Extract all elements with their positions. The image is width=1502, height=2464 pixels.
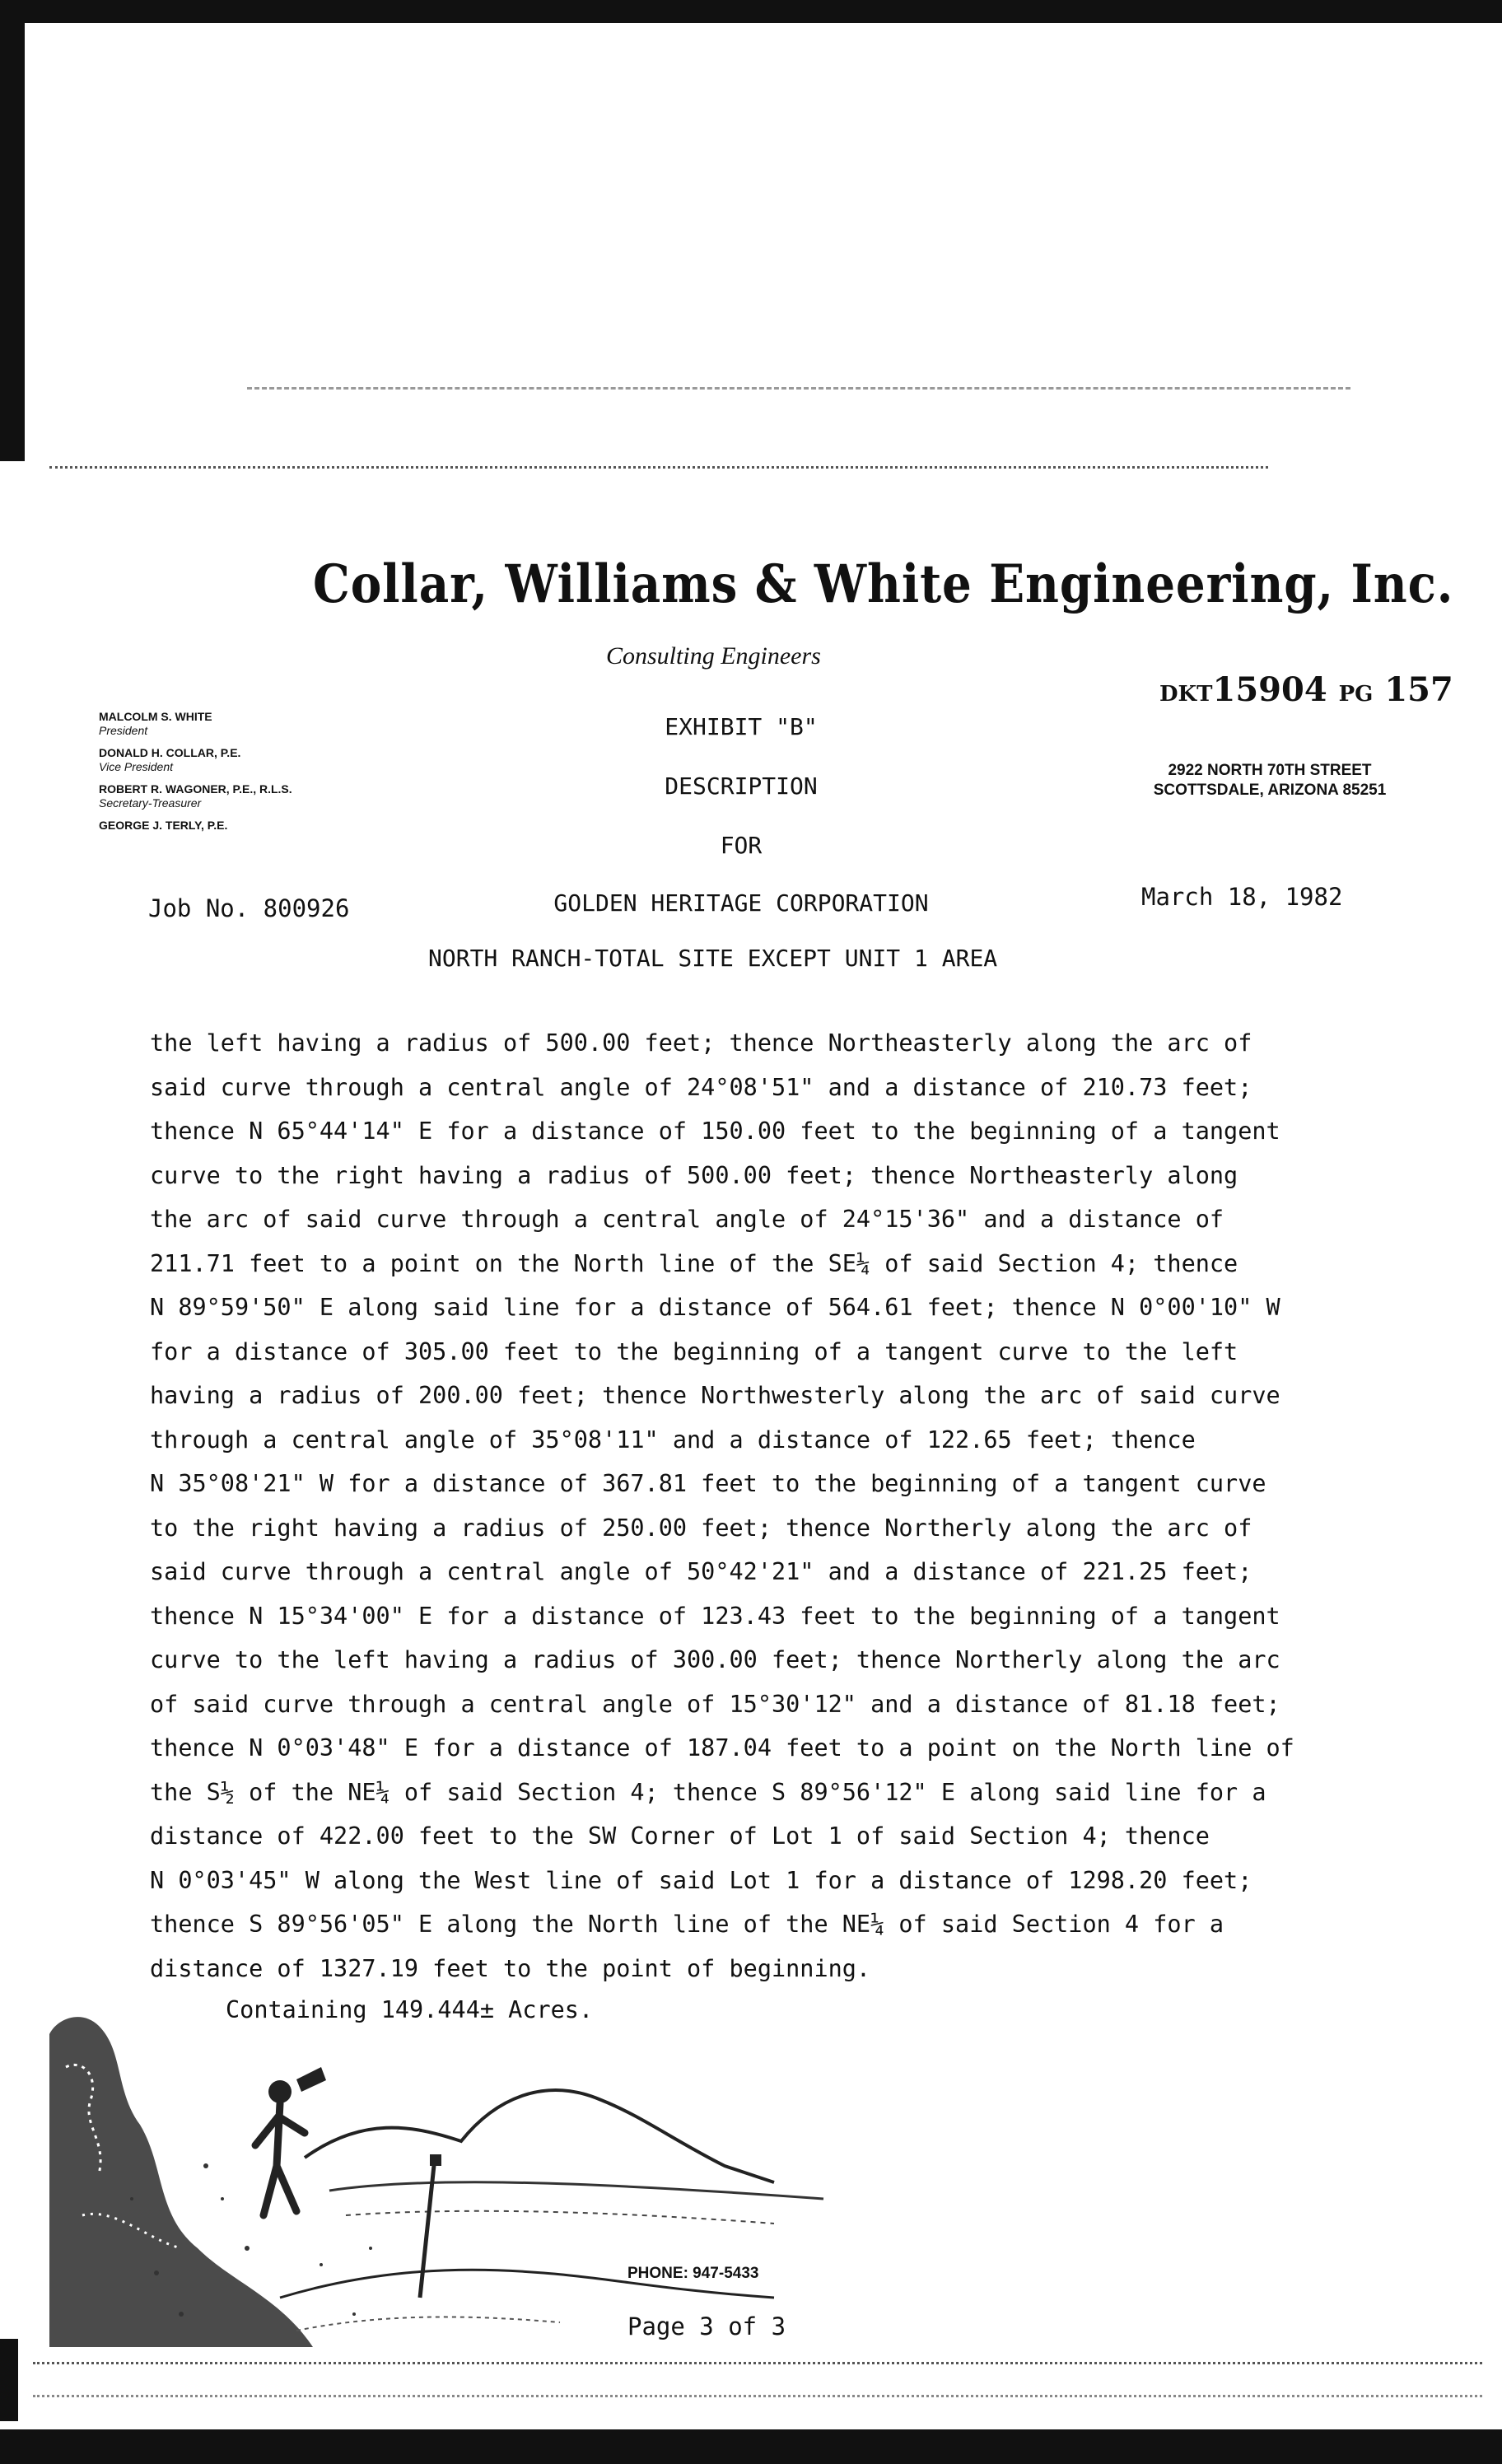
officer-list <box>99 710 379 841</box>
officer-entry <box>99 746 379 774</box>
description-line: curve to the right having a radius of 500.00 feet; thence Northeasterly along <box>150 1161 1238 1189</box>
site-title: NORTH RANCH-TOTAL SITE EXCEPT UNIT 1 AREA <box>428 945 998 972</box>
company-tagline: Consulting Engineers <box>606 642 821 670</box>
officer-name: MALCOLM S. WHITE <box>99 710 212 723</box>
address-line-1: 2922 NORTH 70TH STREET <box>1168 762 1372 779</box>
scan-left-edge-bottom <box>0 2339 18 2421</box>
description-line: distance of 422.00 feet to the SW Corner of Lot 1 of said Section 4; thence <box>150 1822 1210 1850</box>
document-date: March 18, 1982 <box>1141 883 1343 911</box>
description-line: the S½ of the NE¼ of said Section 4; thence S 89°56'12" E along said line for a <box>150 1778 1266 1806</box>
description-line: for a distance of 305.00 feet to the beginning of a tangent curve to the left <box>150 1337 1238 1365</box>
description-line: the left having a radius of 500.00 feet; thence Northeasterly along the arc of <box>150 1029 1252 1057</box>
description-line: thence N 65°44'14" E for a distance of 150.00 feet to the beginning of a tangent <box>150 1118 1280 1145</box>
officer-name: DONALD H. COLLAR, P.E. <box>99 746 241 759</box>
acreage-total: Containing 149.444± Acres. <box>226 1996 594 2023</box>
officer-title: Secretary-Treasurer <box>99 796 202 810</box>
description-line: of said curve through a central angle of 15°30'12" and a distance of 81.18 feet; <box>150 1690 1280 1718</box>
officer-name: ROBERT R. WAGONER, P.E., R.L.S. <box>99 782 292 796</box>
for-label: FOR <box>720 832 763 859</box>
legal-description <box>150 1021 1402 1990</box>
page-number: 157 <box>1384 670 1453 709</box>
description-line: 211.71 feet to a point on the North line of the SE¼ of said Section 4; thence <box>150 1249 1238 1277</box>
page-label: PG <box>1338 682 1374 707</box>
officer-entry <box>99 710 379 738</box>
officer-name: GEORGE J. TERLY, P.E. <box>99 819 228 832</box>
scan-top-edge <box>0 0 1502 23</box>
scan-noise-line-bottom <box>33 2395 1482 2397</box>
page-indicator: Page 3 of 3 <box>627 2312 786 2340</box>
description-line: thence S 89°56'05" E along the North line of the NE¼ of said Section 4 for a <box>150 1911 1224 1938</box>
scan-bottom-edge <box>0 2429 1502 2464</box>
description-line: the arc of said curve through a central angle of 24°15'36" and a distance of <box>150 1206 1224 1233</box>
officer-title: Vice President <box>99 760 174 773</box>
exhibit-label: EXHIBIT "B" <box>665 713 818 740</box>
description-line: to the right having a radius of 250.00 feet; thence Northerly along the arc of <box>150 1514 1252 1542</box>
officer-title: President <box>99 724 148 737</box>
officer-entry <box>99 819 379 833</box>
description-line: through a central angle of 35°08'11" and a distance of 122.65 feet; thence <box>150 1426 1196 1454</box>
address-line-2: SCOTTSDALE, ARIZONA 85251 <box>1153 782 1387 799</box>
description-label: DESCRIPTION <box>665 772 818 800</box>
description-line: said curve through a central angle of 50°42'21" and a distance of 221.25 feet; <box>150 1558 1252 1585</box>
docket-number: 15904 <box>1212 670 1327 709</box>
job-number: Job No. 800926 <box>148 894 350 922</box>
description-line: having a radius of 200.00 feet; thence Northwesterly along the arc of said curve <box>150 1382 1280 1409</box>
description-line: distance of 1327.19 feet to the point of beginning. <box>150 1954 871 1982</box>
fold-line-top <box>49 466 1268 469</box>
description-line: curve to the left having a radius of 300.00 feet; thence Northerly along the arc <box>150 1646 1280 1673</box>
description-line: N 89°59'50" E along said line for a distance of 564.61 feet; thence N 0°00'10" W <box>150 1294 1280 1321</box>
client-name: GOLDEN HERITAGE CORPORATION <box>553 889 929 917</box>
officer-entry <box>99 782 379 810</box>
scan-noise-line <box>247 387 1350 390</box>
docket-prefix: DKT <box>1159 682 1213 707</box>
description-line: thence N 15°34'00" E for a distance of 123.43 feet to the beginning of a tangent <box>150 1602 1280 1630</box>
surveyor-landscape-illustration <box>33 2001 840 2364</box>
description-line: N 0°03'45" W along the West line of said Lot 1 for a distance of 1298.20 feet; <box>150 1866 1252 1894</box>
docket-stamp <box>1159 670 1453 709</box>
description-line: thence N 0°03'48" E for a distance of 187.04 feet to a point on the North line of <box>150 1734 1294 1762</box>
description-line: said curve through a central angle of 24°08'51" and a distance of 210.73 feet; <box>150 1073 1252 1101</box>
description-line: N 35°08'21" W for a distance of 367.81 feet to the beginning of a tangent curve <box>150 1470 1266 1497</box>
phone-number: PHONE: 947-5433 <box>627 2265 759 2282</box>
scan-left-edge <box>0 0 25 461</box>
company-name: Collar, Williams & White Engineering, Inc. <box>313 553 1454 615</box>
company-address <box>1130 761 1410 800</box>
